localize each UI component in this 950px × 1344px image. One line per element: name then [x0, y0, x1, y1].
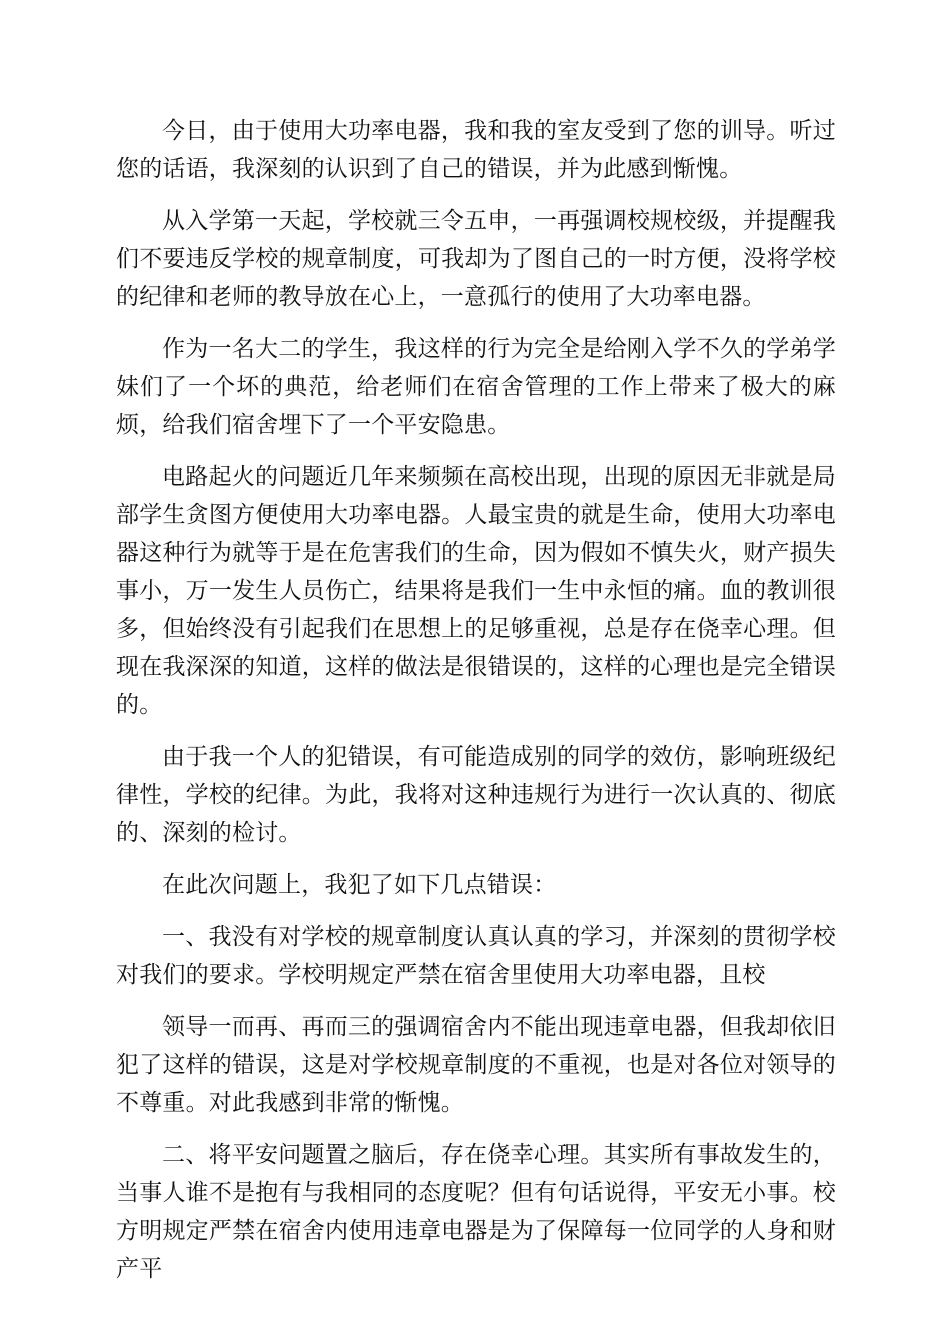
paragraph: 今日，由于使用大功率电器，我和我的室友受到了您的训导。听过您的话语，我深刻的认识到了自己的错误，并为此感到惭愧。: [116, 118, 836, 182]
paragraph: 领导一而再、再而三的强调宿舍内不能出现违章电器，但我却依旧犯了这样的错误，这是对学校规章制度的不重视，也是对各位对领导的不尊重。对此我感到非常的惭愧。: [116, 1014, 836, 1116]
paragraph: 二、将平安问题置之脑后，存在侥幸心理。其实所有事故发生的，当事人谁不是抱有与我相同的态度呢？但有句话说得，平安无小事。校方明规定严禁在宿舍内使用违章电器是为了保障每一位同学的人身和财产平: [116, 1142, 836, 1282]
paragraph: 一、我没有对学校的规章制度认真认真的学习，并深刻的贯彻学校对我们的要求。学校明规定严禁在宿舍里使用大功率电器，且校: [116, 924, 836, 988]
paragraph-gap: [116, 1122, 836, 1136]
document-body: [116, 112, 836, 1288]
paragraph: 由于我一个人的犯错误，有可能造成别的同学的效仿，影响班级纪律性，学校的纪律。为此，我将对这种违规行为进行一次认真的、彻底的、深刻的检讨。: [116, 744, 836, 846]
paragraph-gap: [116, 444, 836, 458]
paragraph-gap: [116, 188, 836, 202]
paragraph-gap: [116, 316, 836, 330]
paragraph: 电路起火的问题近几年来频频在高校出现，出现的原因无非就是局部学生贪图方便使用大功率电器。人最宝贵的就是生命，使用大功率电器这种行为就等于是在危害我们的生命，因为假如不慎失火，财产损失事小，万一发生人员伤亡，结果将是我们一生中永恒的痛。血的教训很多，但始终没有引起我们在思想上的足够重视，总是存在侥幸心理。但现在我深深的知道，这样的做法是很错误的，这样的心理也是完全错误的。: [116, 464, 836, 718]
paragraph: 作为一名大二的学生，我这样的行为完全是给刚入学不久的学弟学妹们了一个坏的典范，给老师们在宿舍管理的工作上带来了极大的麻烦，给我们宿舍埋下了一个平安隐患。: [116, 336, 836, 438]
paragraph-gap: [116, 904, 836, 918]
paragraph-gap: [116, 994, 836, 1008]
paragraph: 从入学第一天起，学校就三令五申，一再强调校规校级，并提醒我们不要违反学校的规章制度，可我却为了图自己的一时方便，没将学校的纪律和老师的教导放在心上，一意孤行的使用了大功率电器。: [116, 208, 836, 310]
paragraph-gap: [116, 852, 836, 866]
paragraph: 在此次问题上，我犯了如下几点错误：: [162, 872, 557, 898]
paragraph-gap: [116, 724, 836, 738]
